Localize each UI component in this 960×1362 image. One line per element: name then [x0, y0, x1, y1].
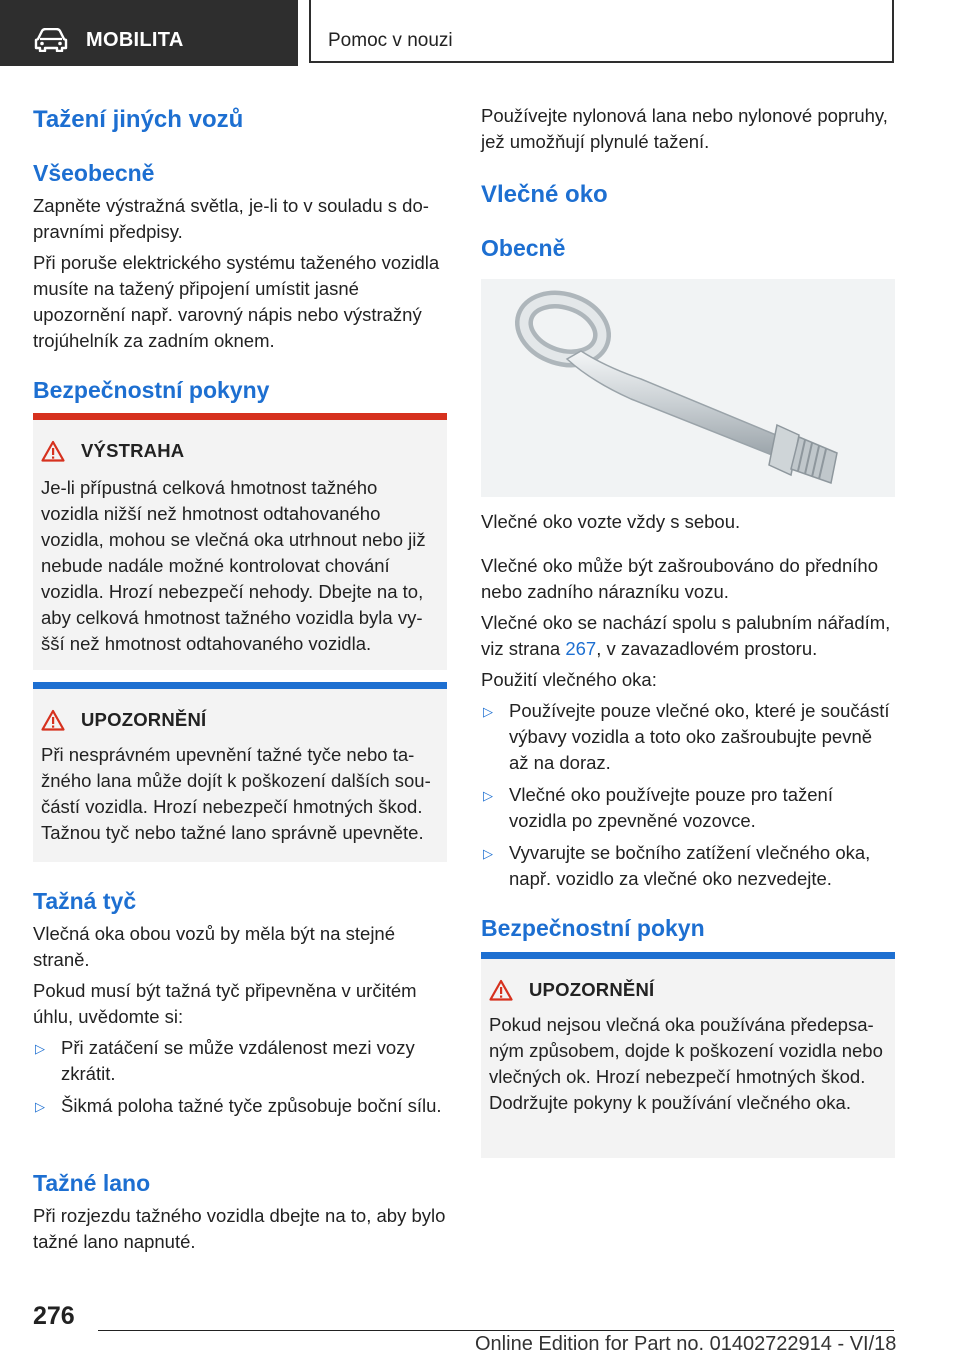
triangle-bullet-icon: ▷: [483, 846, 493, 861]
edition-text: Online Edition for Part no. 01402722914 - VI/18: [475, 1333, 897, 1355]
warning-text: Je-li přípustná celková hmotnost tažného vozidla nižší než hmotnost odtahovaného vozidla, mohou se vlečná oka utrhnout nebo již nebude nadále možné kontrolovat chování vozidla. Hrozí nebezpečí nehody. Dbejte na to, aby celková hmotnost tažného vozidla byla vyšší než hmotnost odtahovaného vozidla.: [41, 477, 426, 654]
tow-eye-paragraph-3: Vlečné oko se nachází spolu s palubním nářadím, viz strana 267, v zavazadlovém prostoru.: [481, 612, 891, 659]
page-number: 276: [33, 1302, 75, 1330]
towbar-bullet-list: [33, 1035, 447, 1125]
warning-bar: [33, 413, 447, 420]
warning-title: VÝSTRAHA: [81, 440, 185, 461]
list-item: ▷ Při zatáčení se může vzdálenost mezi vozy zkrátit.: [35, 1037, 415, 1084]
heading-safety: Bezpečnostní pokyny: [33, 377, 270, 403]
caution-text: Při nesprávném upevnění tažné tyče nebo tažného lana může dojít k poškození dalších součástí vozidla. Hrozí nebezpečí hmotných škod. Tažnou tyč nebo tažné lano správně upevněte.: [41, 744, 431, 843]
triangle-bullet-icon: ▷: [483, 704, 493, 719]
triangle-bullet-icon: ▷: [35, 1099, 45, 1114]
list-item: ▷ Vyvarujte se bočního zatížení vlečného oka, např. vozidlo za vlečné oko nezvedejte.: [483, 842, 871, 889]
tow-eye-paragraph-2: Vlečné oko může být zašroubováno do předního nebo zadního nárazníku vozu.: [481, 555, 878, 602]
rope-paragraph-1: Při rozjezdu tažného vozidla dbejte na to, aby bylo tažné lano napnuté.: [33, 1205, 446, 1252]
towbar-paragraph-2: Pokud musí být tažná tyč připevněna v určitém úhlu, uvědomte si:: [33, 980, 417, 1027]
caution-bar: [33, 682, 447, 689]
caution-bar: [481, 952, 895, 959]
warning-triangle-icon: [41, 709, 65, 731]
tow-eye-illustration: [481, 279, 895, 497]
caution-box: [33, 682, 447, 862]
triangle-bullet-icon: ▷: [483, 788, 493, 803]
section-label: Pomoc v nouzi: [328, 30, 453, 51]
list-item: ▷ Šikmá poloha tažné tyče způsobuje boční sílu.: [33, 1093, 447, 1119]
caution-title: UPOZORNĚNÍ: [81, 709, 207, 730]
heading-tow-eye-general: Obecně: [481, 235, 566, 261]
heading-tow-eye: Vlečné oko: [481, 181, 608, 208]
tow-eye-icon: [481, 279, 895, 497]
page-title: Tažení jiných vozů: [33, 106, 244, 133]
list-item: ▷ Vlečné oko používejte pouze pro tažení vozidla po zpevněné vozovce.: [483, 784, 833, 831]
page-link[interactable]: 267: [565, 638, 597, 659]
rope-paragraph-2: Používejte nylonová lana nebo nylonové popruhy, jež umožňují plynulé tažení.: [481, 105, 888, 152]
heading-towbar: Tažná tyč: [33, 888, 137, 914]
caution-box-right: [481, 952, 895, 1158]
heading-general: Všeobecně: [33, 160, 155, 186]
tow-eye-paragraph-1: Vlečné oko vozte vždy s sebou.: [481, 511, 741, 532]
list-item: ▷ Používejte pouze vlečné oko, které je součástí výbavy vozidla a toto oko zašroubujte pevně až na doraz.: [483, 700, 890, 773]
caution-text: Pokud nejsou vlečná oka používána předepsaným způsobem, dojde k poškození vozidla nebo vlečných ok. Hrozí nebezpečí hmotných škod. Dodržujte pokyny k používání vlečného oka.: [489, 1014, 883, 1113]
chapter-label: MOBILITA: [86, 29, 184, 51]
caution-title: UPOZORNĚNÍ: [529, 979, 655, 1000]
warning-box: [33, 413, 447, 670]
car-icon: [34, 28, 68, 52]
warning-triangle-icon: [41, 440, 65, 462]
warning-triangle-icon: [489, 979, 513, 1001]
chapter-tab: [0, 0, 298, 66]
section-header: [309, 0, 894, 63]
tow-eye-bullet-list: [481, 698, 895, 898]
general-paragraph-2: Při poruše elektrického systému taženého vozidla musíte na tažený připojení umístit jasné upozornění např. varovný nápis nebo výstražný trojúhelník za zadním oknem.: [33, 252, 440, 351]
triangle-bullet-icon: ▷: [35, 1041, 45, 1056]
heading-rope: Tažné lano: [33, 1170, 151, 1196]
tow-eye-paragraph-4: Použití vlečného oka:: [481, 669, 657, 690]
towbar-paragraph-1: Vlečná oka obou vozů by měla být na stejné straně.: [33, 923, 396, 970]
footer-divider: [98, 1330, 894, 1331]
heading-safety-right: Bezpečnostní pokyn: [481, 915, 705, 941]
general-paragraph-1: Zapněte výstražná světla, je-li to v souladu s dopravními předpisy.: [33, 195, 429, 242]
